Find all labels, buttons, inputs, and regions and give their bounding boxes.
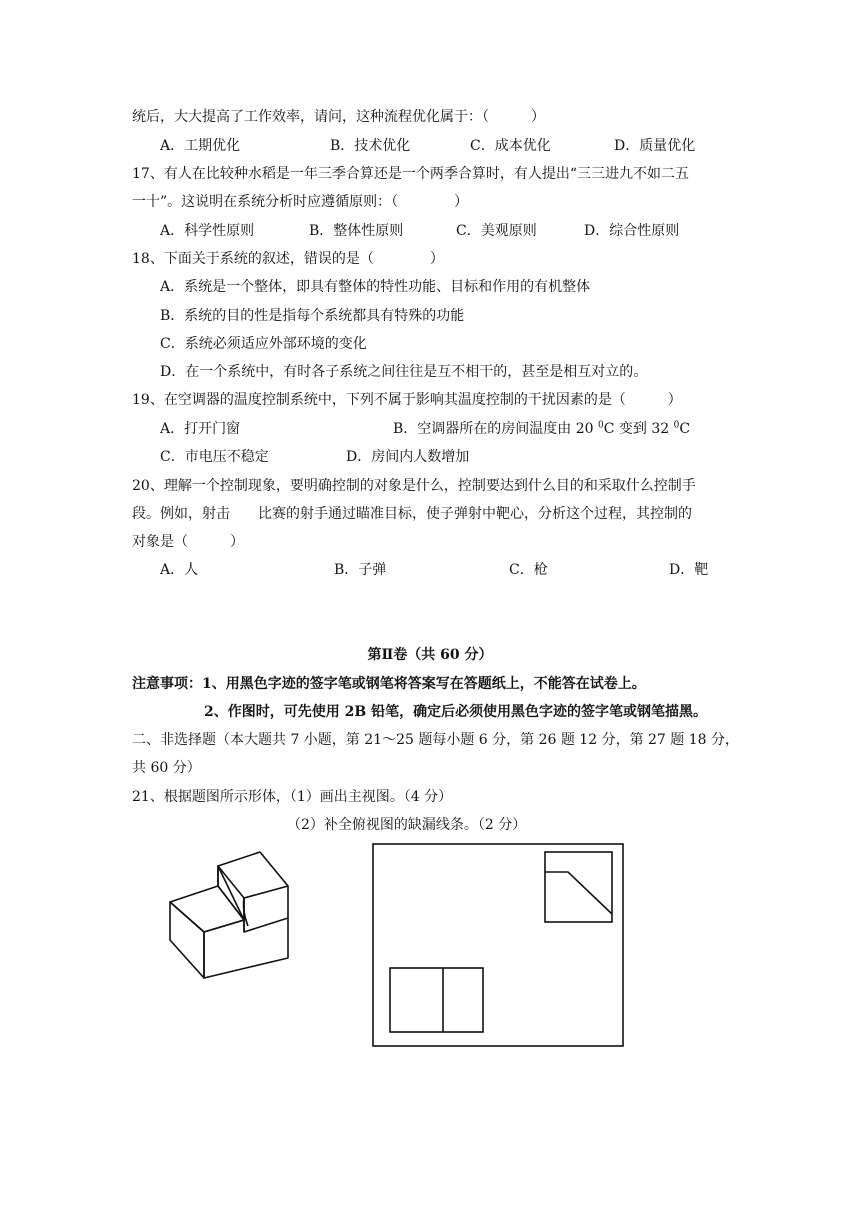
section-2-heading-line1: 二、非选择题（本大题共 7 小题，第 21～25 题每小题 6 分，第 26 题 12 分，第 27 题 18 分，: [132, 732, 740, 748]
q17-option-c: C．美观原则: [456, 223, 537, 239]
q18-stem: 18、下面关于系统的叙述，错误的是（ ）: [132, 251, 444, 267]
q16-stem: 统后，大大提高了工作效率，请问，这种流程优化属于：（ ）: [132, 109, 545, 125]
q18-option-a: A．系统是一个整体，即具有整体的特性功能、目标和作用的有机整体: [160, 279, 591, 295]
q16-option-b: B．技术优化: [330, 138, 411, 154]
answer-drawing-box: [370, 840, 626, 1050]
q20-stem-line2: 段。例如，射击 比赛的射手通过瞄准目标，使子弹射中靶心，分析这个过程，其控制的: [132, 506, 692, 522]
part2-title: 第Ⅱ卷（共 60 分）: [367, 647, 493, 663]
q20-option-a: A．人: [160, 562, 199, 578]
q21-stem-line1: 21、根据题图所示形体，（1）画出主视图。（4 分）: [132, 789, 453, 805]
q19-stem: 19、在空调器的温度控制系统中，下列不属于影响其温度控制的干扰因素的是（ ）: [132, 392, 682, 408]
q16-option-a: A．工期优化: [160, 138, 241, 154]
q19-option-b-mid: C 变到 32: [603, 421, 674, 437]
q20-stem-line3: 对象是（ ）: [132, 534, 244, 550]
q19-option-a: A．打开门窗: [160, 421, 241, 437]
q18-option-c: C．系统必须适应外部环境的变化: [160, 336, 367, 352]
q17-option-b: B．整体性原则: [309, 223, 404, 239]
part2-note-1: 注意事项：1、用黑色字迹的签字笔或钢笔将答案写在答题纸上，不能答在试卷上。: [132, 676, 646, 692]
q19-option-c: C．市电压不稳定: [160, 449, 269, 465]
q18-option-d: D．在一个系统中，有时各子系统之间往往是互不相干的，甚至是相互对立的。: [160, 364, 648, 380]
q17-option-d: D．综合性原则: [584, 223, 680, 239]
q17-option-a: A．科学性原则: [160, 223, 255, 239]
degree-symbol: 0: [598, 420, 604, 431]
q20-stem-line1: 20、理解一个控制现象，要明确控制的对象是什么，控制要达到什么目的和采取什么控制手: [132, 478, 696, 494]
q19-option-b-post: C: [679, 421, 691, 437]
q21-stem-line2: （2）补全俯视图的缺漏线条。（2 分）: [287, 817, 527, 833]
q18-option-b: B．系统的目的性是指每个系统都具有特殊的功能: [160, 308, 465, 324]
part2-note-2: 2、作图时，可先使用 2B 铅笔，确定后必须使用黑色字迹的签字笔或钢笔描黑。: [204, 704, 708, 720]
section-2-heading-line2: 共 60 分）: [132, 760, 201, 776]
q20-option-c: C．枪: [509, 562, 548, 578]
q19-option-b-pre: B．空调器所在的房间温度由 20: [393, 421, 599, 437]
q16-option-d: D．质量优化: [614, 138, 696, 154]
q19-option-d: D．房间内人数增加: [346, 449, 470, 465]
q19-option-b: [393, 419, 690, 439]
isometric-solid-figure: [160, 850, 300, 980]
q20-option-b: B．子弹: [334, 562, 387, 578]
q17-stem-line2: 一十”。这说明在系统分析时应遵循原则：（ ）: [132, 194, 469, 210]
q20-option-d: D．靶: [669, 562, 709, 578]
q16-option-c: C．成本优化: [470, 138, 551, 154]
degree-symbol: 0: [673, 420, 680, 431]
q17-stem-line1: 17、有人在比较种水稻是一年三季合算还是一个两季合算时，有人提出“三三进九不如二五: [132, 166, 689, 182]
